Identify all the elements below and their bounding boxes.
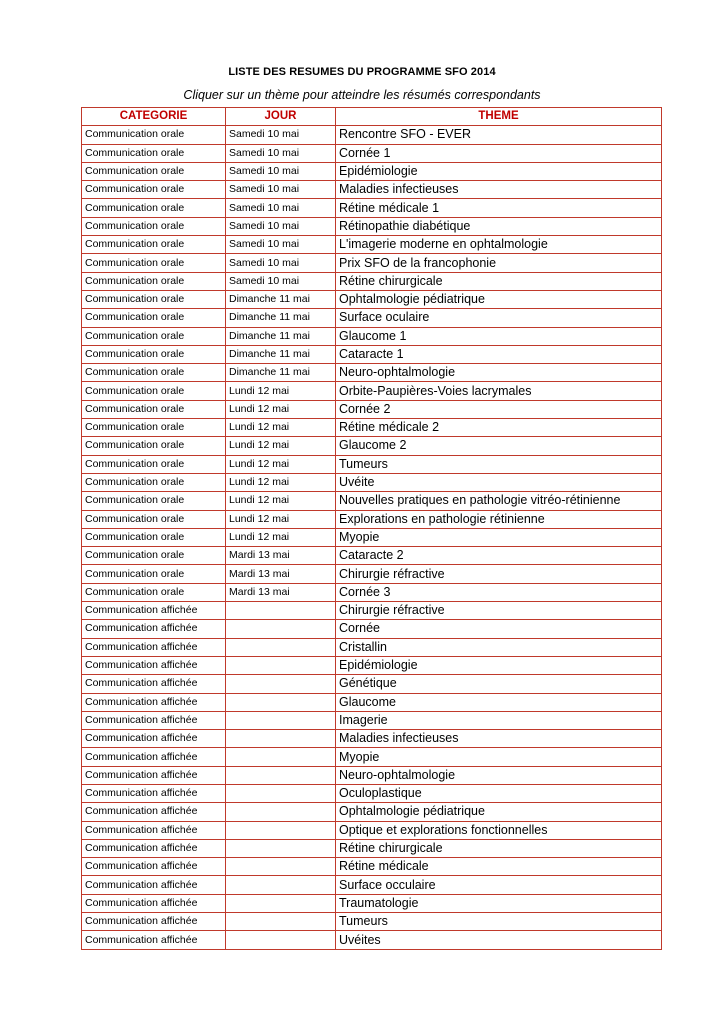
page-title: LISTE DES RESUMES DU PROGRAMME SFO 2014: [228, 66, 496, 78]
theme-link[interactable]: Nouvelles pratiques en pathologie vitréo-rétinienne: [336, 492, 662, 510]
jour-cell: Samedi 10 mai: [226, 254, 336, 272]
jour-cell: [226, 711, 336, 729]
theme-link[interactable]: Rétine chirurgicale: [336, 839, 662, 857]
jour-cell: Dimanche 11 mai: [226, 345, 336, 363]
jour-cell: Dimanche 11 mai: [226, 364, 336, 382]
jour-cell: Lundi 12 mai: [226, 473, 336, 491]
table-row: [82, 492, 662, 510]
categorie-cell: Communication affichée: [82, 656, 226, 674]
theme-link[interactable]: Ophtalmologie pédiatrique: [336, 290, 662, 308]
theme-link[interactable]: Explorations en pathologie rétinienne: [336, 510, 662, 528]
table-row: [82, 236, 662, 254]
jour-cell: Mardi 13 mai: [226, 583, 336, 601]
theme-link[interactable]: Rencontre SFO - EVER: [336, 126, 662, 144]
table-row: [82, 931, 662, 949]
theme-link[interactable]: Chirurgie réfractive: [336, 565, 662, 583]
jour-cell: [226, 638, 336, 656]
jour-cell: Samedi 10 mai: [226, 272, 336, 290]
jour-cell: Lundi 12 mai: [226, 455, 336, 473]
theme-link[interactable]: Neuro-ophtalmologie: [336, 766, 662, 784]
header-jour: JOUR: [226, 108, 336, 126]
table-row: [82, 272, 662, 290]
jour-cell: Mardi 13 mai: [226, 565, 336, 583]
table-row: [82, 748, 662, 766]
jour-cell: Lundi 12 mai: [226, 492, 336, 510]
jour-cell: [226, 784, 336, 802]
theme-link[interactable]: Cataracte 1: [336, 345, 662, 363]
categorie-cell: Communication affichée: [82, 602, 226, 620]
table-row: [82, 290, 662, 308]
table-row: [82, 181, 662, 199]
jour-cell: Dimanche 11 mai: [226, 290, 336, 308]
theme-link[interactable]: Tumeurs: [336, 455, 662, 473]
categorie-cell: Communication orale: [82, 217, 226, 235]
theme-link[interactable]: Neuro-ophtalmologie: [336, 364, 662, 382]
theme-link[interactable]: Traumatologie: [336, 894, 662, 912]
table-row: [82, 913, 662, 931]
jour-cell: [226, 693, 336, 711]
table-row: [82, 382, 662, 400]
jour-cell: [226, 620, 336, 638]
categorie-cell: Communication affichée: [82, 638, 226, 656]
categorie-cell: Communication affichée: [82, 693, 226, 711]
table-row: [82, 345, 662, 363]
table-row: [82, 199, 662, 217]
categorie-cell: Communication orale: [82, 400, 226, 418]
theme-link[interactable]: L'imagerie moderne en ophtalmologie: [336, 236, 662, 254]
jour-cell: [226, 656, 336, 674]
table-row: [82, 620, 662, 638]
jour-cell: Samedi 10 mai: [226, 162, 336, 180]
theme-link[interactable]: Glaucome 2: [336, 437, 662, 455]
categorie-cell: Communication affichée: [82, 766, 226, 784]
table-header-row: [82, 108, 662, 126]
table-body: [82, 126, 662, 949]
theme-link[interactable]: Cornée 2: [336, 400, 662, 418]
table-row: [82, 400, 662, 418]
table-row: [82, 510, 662, 528]
theme-link[interactable]: Maladies infectieuses: [336, 181, 662, 199]
table-row: [82, 711, 662, 729]
jour-cell: [226, 748, 336, 766]
categorie-cell: Communication affichée: [82, 620, 226, 638]
categorie-cell: Communication orale: [82, 437, 226, 455]
theme-link[interactable]: Glaucome: [336, 693, 662, 711]
categorie-cell: Communication orale: [82, 583, 226, 601]
theme-link[interactable]: Cornée: [336, 620, 662, 638]
table-row: [82, 876, 662, 894]
categorie-cell: Communication affichée: [82, 803, 226, 821]
categorie-cell: Communication affichée: [82, 784, 226, 802]
theme-link[interactable]: Rétine médicale: [336, 858, 662, 876]
theme-link[interactable]: Prix SFO de la francophonie: [336, 254, 662, 272]
theme-link[interactable]: Cristallin: [336, 638, 662, 656]
header-categorie: CATEGORIE: [82, 108, 226, 126]
jour-cell: [226, 839, 336, 857]
categorie-cell: Communication orale: [82, 126, 226, 144]
table-row: [82, 784, 662, 802]
theme-link[interactable]: Optique et explorations fonctionnelles: [336, 821, 662, 839]
categorie-cell: Communication orale: [82, 236, 226, 254]
theme-link[interactable]: Myopie: [336, 528, 662, 546]
theme-link[interactable]: Oculoplastique: [336, 784, 662, 802]
categorie-cell: Communication affichée: [82, 913, 226, 931]
categorie-cell: Communication orale: [82, 419, 226, 437]
categorie-cell: Communication orale: [82, 528, 226, 546]
theme-link[interactable]: Epidémiologie: [336, 656, 662, 674]
jour-cell: Dimanche 11 mai: [226, 309, 336, 327]
table-row: [82, 766, 662, 784]
jour-cell: Lundi 12 mai: [226, 419, 336, 437]
categorie-cell: Communication affichée: [82, 730, 226, 748]
jour-cell: [226, 876, 336, 894]
jour-cell: Lundi 12 mai: [226, 528, 336, 546]
jour-cell: [226, 913, 336, 931]
jour-cell: Samedi 10 mai: [226, 199, 336, 217]
jour-cell: Samedi 10 mai: [226, 126, 336, 144]
jour-cell: [226, 858, 336, 876]
table-row: [82, 309, 662, 327]
table-row: [82, 803, 662, 821]
table-row: [82, 821, 662, 839]
theme-link[interactable]: Chirurgie réfractive: [336, 602, 662, 620]
table-row: [82, 364, 662, 382]
theme-link[interactable]: Epidémiologie: [336, 162, 662, 180]
jour-cell: Lundi 12 mai: [226, 400, 336, 418]
categorie-cell: Communication orale: [82, 309, 226, 327]
categorie-cell: Communication orale: [82, 510, 226, 528]
jour-cell: Samedi 10 mai: [226, 236, 336, 254]
table-row: [82, 656, 662, 674]
theme-link[interactable]: Orbite-Paupières-Voies lacrymales: [336, 382, 662, 400]
theme-link[interactable]: Surface oculaire: [336, 309, 662, 327]
table-row: [82, 839, 662, 857]
theme-link[interactable]: Glaucome 1: [336, 327, 662, 345]
categorie-cell: Communication affichée: [82, 876, 226, 894]
table-row: [82, 693, 662, 711]
page-subtitle: Cliquer sur un thème pour atteindre les résumés correspondants: [183, 88, 541, 102]
jour-cell: Lundi 12 mai: [226, 510, 336, 528]
categorie-cell: Communication affichée: [82, 675, 226, 693]
table-row: [82, 602, 662, 620]
categorie-cell: Communication orale: [82, 144, 226, 162]
table-row: [82, 162, 662, 180]
categorie-cell: Communication orale: [82, 364, 226, 382]
table-row: [82, 547, 662, 565]
table-row: [82, 455, 662, 473]
categorie-cell: Communication orale: [82, 492, 226, 510]
theme-link[interactable]: Rétinopathie diabétique: [336, 217, 662, 235]
categorie-cell: Communication affichée: [82, 711, 226, 729]
table-row: [82, 126, 662, 144]
theme-link[interactable]: Ophtalmologie pédiatrique: [336, 803, 662, 821]
jour-cell: Samedi 10 mai: [226, 217, 336, 235]
theme-link[interactable]: Imagerie: [336, 711, 662, 729]
categorie-cell: Communication orale: [82, 290, 226, 308]
jour-cell: Mardi 13 mai: [226, 547, 336, 565]
theme-link[interactable]: Cornée 3: [336, 583, 662, 601]
categorie-cell: Communication orale: [82, 272, 226, 290]
jour-cell: [226, 803, 336, 821]
jour-cell: Lundi 12 mai: [226, 382, 336, 400]
theme-link[interactable]: Cataracte 2: [336, 547, 662, 565]
categorie-cell: Communication orale: [82, 455, 226, 473]
table-row: [82, 583, 662, 601]
jour-cell: Lundi 12 mai: [226, 437, 336, 455]
categorie-cell: Communication orale: [82, 162, 226, 180]
theme-link[interactable]: Tumeurs: [336, 913, 662, 931]
table-row: [82, 675, 662, 693]
table-row: [82, 858, 662, 876]
categorie-cell: Communication orale: [82, 327, 226, 345]
jour-cell: Samedi 10 mai: [226, 144, 336, 162]
table-row: [82, 730, 662, 748]
table-row: [82, 419, 662, 437]
header-theme: THEME: [336, 108, 662, 126]
jour-cell: Dimanche 11 mai: [226, 327, 336, 345]
table-row: [82, 144, 662, 162]
table-row: [82, 327, 662, 345]
categorie-cell: Communication orale: [82, 345, 226, 363]
theme-link[interactable]: Uvéite: [336, 473, 662, 491]
categorie-cell: Communication orale: [82, 547, 226, 565]
categorie-cell: Communication affichée: [82, 931, 226, 949]
table-row: [82, 473, 662, 491]
categorie-cell: Communication affichée: [82, 894, 226, 912]
table-row: [82, 254, 662, 272]
jour-cell: [226, 894, 336, 912]
categorie-cell: Communication affichée: [82, 839, 226, 857]
categorie-cell: Communication orale: [82, 254, 226, 272]
theme-link[interactable]: Rétine médicale 2: [336, 419, 662, 437]
categorie-cell: Communication orale: [82, 199, 226, 217]
table-row: [82, 894, 662, 912]
table-row: [82, 437, 662, 455]
theme-link[interactable]: Surface occulaire: [336, 876, 662, 894]
theme-link[interactable]: Maladies infectieuses: [336, 730, 662, 748]
theme-link[interactable]: Rétine chirurgicale: [336, 272, 662, 290]
jour-cell: Samedi 10 mai: [226, 181, 336, 199]
jour-cell: [226, 730, 336, 748]
categorie-cell: Communication orale: [82, 382, 226, 400]
categorie-cell: Communication orale: [82, 181, 226, 199]
jour-cell: [226, 675, 336, 693]
jour-cell: [226, 931, 336, 949]
theme-link[interactable]: Myopie: [336, 748, 662, 766]
theme-link[interactable]: Génétique: [336, 675, 662, 693]
categorie-cell: Communication orale: [82, 473, 226, 491]
jour-cell: [226, 766, 336, 784]
table-row: [82, 217, 662, 235]
categorie-cell: Communication affichée: [82, 858, 226, 876]
jour-cell: [226, 602, 336, 620]
table-row: [82, 565, 662, 583]
categorie-cell: Communication affichée: [82, 748, 226, 766]
resumes-table: [81, 107, 662, 950]
jour-cell: [226, 821, 336, 839]
table-row: [82, 528, 662, 546]
categorie-cell: Communication affichée: [82, 821, 226, 839]
theme-link[interactable]: Uvéites: [336, 931, 662, 949]
table-row: [82, 638, 662, 656]
theme-link[interactable]: Cornée 1: [336, 144, 662, 162]
categorie-cell: Communication orale: [82, 565, 226, 583]
theme-link[interactable]: Rétine médicale 1: [336, 199, 662, 217]
